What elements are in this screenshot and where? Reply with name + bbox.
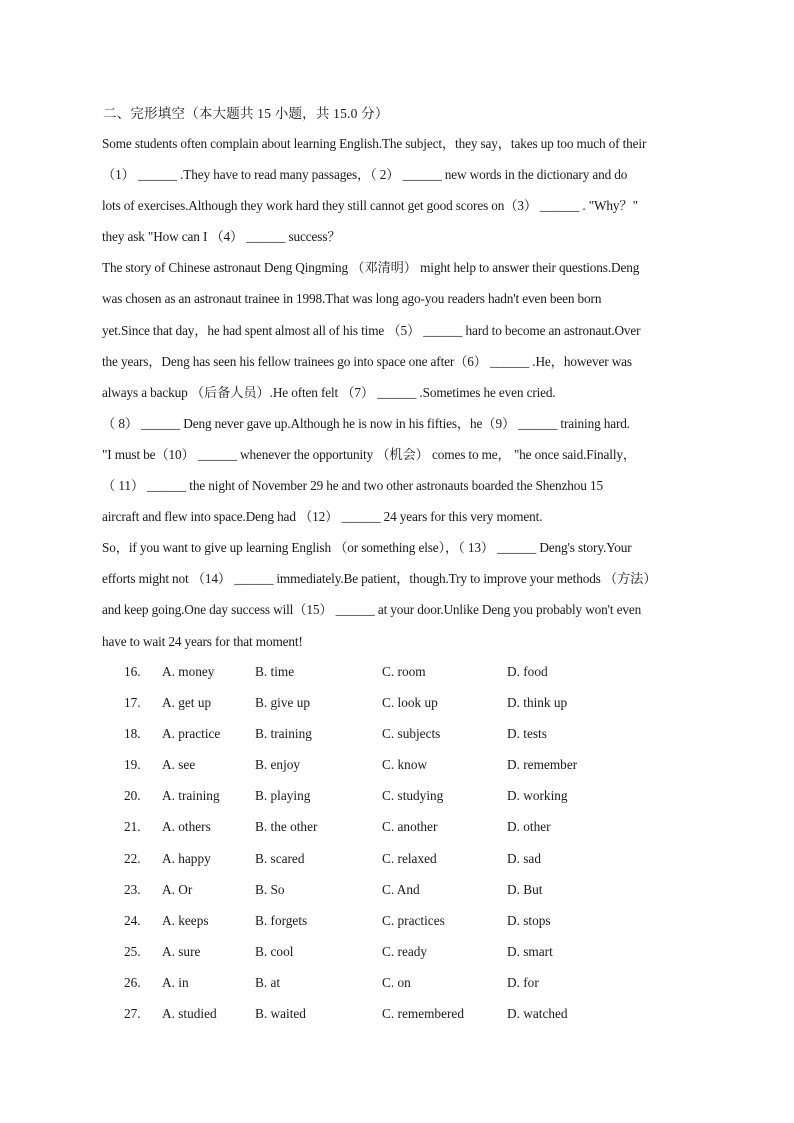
question-number: 22. (124, 850, 141, 866)
passage-line: yet.Since that day，he had spent almost all of his time （5） ______ hard to become an astronaut.Over (102, 322, 641, 338)
option-b: B. scared (255, 850, 305, 866)
option-b: B. enjoy (255, 757, 301, 773)
question-number: 20. (124, 788, 141, 804)
option-d: D. But (507, 881, 543, 897)
question-row (0, 998, 794, 1029)
passage-line: and keep going.One day success will（15） ______ at your door.Unlike Deng you probably won't even (102, 602, 642, 618)
option-a: A. others (162, 819, 211, 835)
option-d: D. sad (507, 850, 541, 866)
option-b: B. So (255, 881, 285, 897)
option-c: C. And (382, 881, 420, 897)
question-row (0, 905, 794, 936)
question-number: 24. (124, 912, 141, 928)
option-a: A. sure (162, 943, 201, 959)
question-number: 26. (124, 974, 141, 990)
option-c: C. subjects (382, 726, 441, 742)
option-a: A. keeps (162, 912, 209, 928)
section-title: 二、完形填空（本大题共 15 小题，共 15.0 分） (103, 106, 389, 121)
option-d: D. think up (507, 695, 568, 711)
option-d: D. watched (507, 1006, 568, 1022)
option-a: A. in (162, 974, 189, 990)
passage-line: aircraft and flew into space.Deng had （12） ______ 24 years for this very moment. (102, 509, 543, 525)
passage-line: efforts might not （14） ______ immediately.Be patient，though.Try to improve your methods （方法） (102, 571, 657, 587)
cloze-passage (102, 128, 702, 657)
passage-line: was chosen as an astronaut trainee in 1998.That was long ago-you readers hadn't even been born (102, 291, 602, 307)
option-c: C. relaxed (382, 850, 437, 866)
passage-line: lots of exercises.Although they work hard they still cannot get good scores on（3） ______ . "Why？" (102, 198, 638, 214)
question-row (0, 811, 794, 842)
passage-line: （ 11） ______ the night of November 29 he and two other astronauts boarded the Shenzhou 15 (102, 478, 603, 494)
option-c: C. on (382, 974, 411, 990)
question-number: 19. (124, 757, 141, 773)
question-number: 21. (124, 819, 141, 835)
passage-line: have to wait 24 years for that moment! (102, 633, 303, 649)
option-c: C. look up (382, 695, 438, 711)
option-a: A. training (162, 788, 220, 804)
option-a: A. Or (162, 881, 193, 897)
option-c: C. practices (382, 912, 445, 928)
option-a: A. studied (162, 1006, 217, 1022)
option-b: B. the other (255, 819, 318, 835)
option-b: B. time (255, 664, 295, 679)
option-d: D. working (507, 788, 568, 804)
option-c: C. studying (382, 788, 444, 804)
passage-line: （1） ______ .They have to read many passages，（ 2） ______ new words in the dictionary and do (102, 167, 628, 183)
question-number: 18. (124, 726, 141, 742)
option-c: C. remembered (382, 1006, 464, 1022)
option-c: C. know (382, 757, 428, 773)
option-d: D. tests (507, 726, 547, 742)
option-b: B. give up (255, 695, 311, 711)
question-row (0, 656, 794, 687)
question-row (0, 874, 794, 905)
option-d: D. for (507, 974, 539, 990)
question-row (0, 687, 794, 718)
option-b: B. forgets (255, 912, 308, 928)
option-b: B. cool (255, 943, 294, 959)
option-a: A. see (162, 757, 196, 773)
option-b: B. training (255, 726, 312, 742)
option-c: C. another (382, 819, 438, 835)
question-number: 16. (124, 664, 141, 679)
option-c: C. room (382, 664, 426, 679)
passage-line: （ 8） ______ Deng never gave up.Although he is now in his fifties，he（9） ______ training hard. (102, 415, 630, 431)
option-a: A. get up (162, 695, 212, 711)
option-b: B. playing (255, 788, 311, 804)
passage-line: they ask "How can I （4） ______ success？ (102, 229, 341, 245)
question-row (0, 749, 794, 780)
question-number: 25. (124, 943, 141, 959)
option-d: D. smart (507, 943, 553, 959)
passage-line: the years，Deng has seen his fellow trainees go into space one after（6） ______ .He，however was (102, 353, 632, 369)
option-d: D. remember (507, 757, 578, 773)
question-number: 27. (124, 1006, 141, 1022)
option-d: D. other (507, 819, 551, 835)
option-c: C. ready (382, 943, 428, 959)
question-row (0, 967, 794, 998)
option-b: B. at (255, 974, 281, 990)
question-number: 17. (124, 695, 141, 711)
option-a: A. practice (162, 726, 221, 742)
question-number: 23. (124, 881, 141, 897)
question-row (0, 718, 794, 749)
passage-line: The story of Chinese astronaut Deng Qingming （邓清明） might help to answer their questions.Deng (102, 260, 640, 276)
option-a: A. money (162, 664, 215, 679)
answer-options-list (0, 656, 794, 1029)
passage-line: Some students often complain about learning English.The subject，they say，takes up too much of their (102, 136, 647, 151)
passage-line: always a backup （后备人员）.He often felt （7） ______ .Sometimes he even cried. (102, 384, 556, 400)
passage-line: "I must be（10） ______ whenever the opportunity （机会） comes to me， "he once said.Finally， (102, 446, 637, 462)
option-a: A. happy (162, 850, 211, 866)
question-row (0, 843, 794, 874)
option-d: D. food (507, 664, 548, 679)
option-b: B. waited (255, 1006, 306, 1022)
option-d: D. stops (507, 912, 551, 928)
question-row (0, 780, 794, 811)
passage-line: So，if you want to give up learning English （or something else），（ 13） ______ Deng's story.Your (102, 540, 632, 556)
question-row (0, 936, 794, 967)
